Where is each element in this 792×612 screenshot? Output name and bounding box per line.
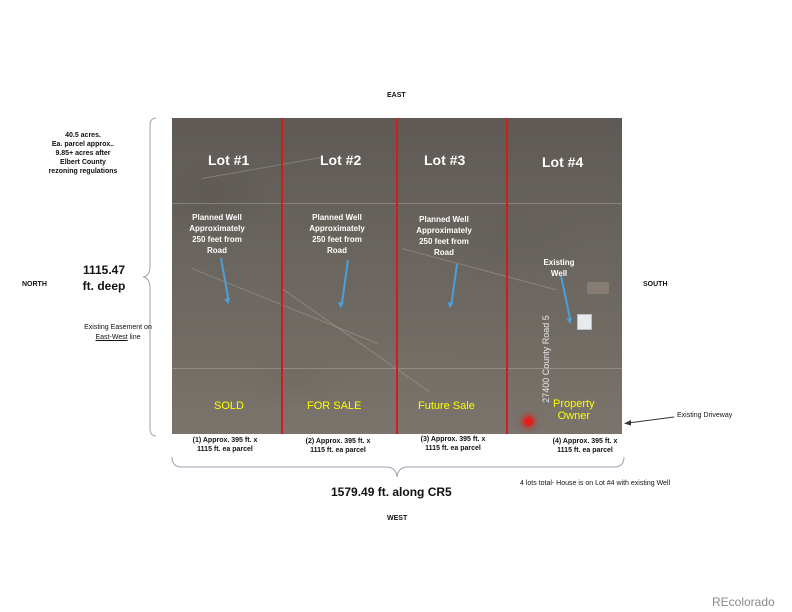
well-arrow-icon — [341, 260, 349, 304]
caption-line: (2) Approx. 395 ft. x — [305, 438, 371, 445]
acreage-note-line: Ea. parcel approx.. — [51, 141, 115, 148]
road-label: 27400 County Road 5 — [541, 315, 551, 403]
lot-3-status: Future Sale — [418, 400, 475, 412]
easement-line1: Existing Easement on — [84, 324, 152, 331]
lot-2-status: FOR SALE — [307, 400, 362, 412]
easement-direction: East-West — [95, 334, 128, 341]
owner-line: Owner — [557, 410, 590, 422]
well-text-line: Planned Well — [419, 215, 469, 224]
lots-note: 4 lots total- House is on Lot #4 with existing Well — [520, 480, 671, 487]
acreage-note-line: 9.85+ acres after — [55, 150, 111, 157]
caption-line: 1115 ft. ea parcel — [557, 447, 613, 454]
well-text-line: Planned Well — [192, 213, 242, 222]
well-text-line: 250 feet from — [419, 237, 469, 246]
lot-3-title: Lot #3 — [424, 152, 466, 168]
acreage-note-line: rezoning regulations — [48, 168, 118, 175]
well-text-line: Existing — [543, 258, 575, 267]
well-arrow-icon — [560, 276, 571, 319]
well-text-line: Road — [327, 246, 347, 255]
owner-line: Property — [553, 398, 595, 410]
dirt-track — [192, 268, 378, 344]
depth-unit: ft. deep — [82, 279, 126, 293]
well-text-line: Planned Well — [312, 213, 362, 222]
caption-line: 1115 ft. ea parcel — [425, 445, 481, 452]
lot-1-status: SOLD — [214, 400, 244, 412]
well-text-line: Well — [550, 269, 568, 278]
lot-boundary-line — [396, 118, 398, 434]
lot-boundary-line — [281, 118, 283, 434]
lot-4-caption — [540, 437, 630, 455]
well-text-line: Approximately — [309, 224, 365, 233]
well-text-line: Road — [434, 248, 454, 257]
lot-1-planned-well — [172, 212, 262, 256]
compass-east: EAST — [387, 92, 406, 99]
lot-3-caption — [408, 435, 498, 453]
outbuilding — [587, 282, 609, 294]
house-structure — [577, 314, 592, 330]
lot-4-title: Lot #4 — [542, 154, 584, 170]
compass-north: NORTH — [22, 281, 47, 288]
lot-boundary-line — [506, 118, 508, 434]
lot-2-caption — [293, 437, 383, 455]
compass-west: WEST — [387, 515, 408, 522]
well-arrow-icon — [450, 264, 457, 304]
lot-1-title: Lot #1 — [208, 152, 250, 168]
depth-value: 1115.47 — [82, 263, 126, 277]
property-owner-label — [553, 398, 595, 422]
lot-3-planned-well — [399, 214, 489, 258]
driveway-label: Existing Driveway — [677, 412, 733, 419]
driveway-arrow-icon — [622, 413, 676, 427]
frontage-label: 1579.49 ft. along CR5 — [331, 485, 452, 499]
well-text-line: 250 feet from — [192, 235, 242, 244]
caption-line: (3) Approx. 395 ft. x — [420, 436, 486, 443]
easement-line2 — [80, 333, 156, 343]
frontage-brace — [170, 455, 626, 481]
acreage-note — [30, 131, 136, 176]
well-text-line: 250 feet from — [312, 235, 362, 244]
caption-line: (4) Approx. 395 ft. x — [552, 438, 618, 445]
caption-line: 1115 ft. ea parcel — [197, 446, 253, 453]
depth-label — [64, 262, 144, 294]
easement-line-word: line — [127, 334, 141, 341]
acreage-note-line: Elbert County — [60, 159, 106, 166]
location-pin-icon — [524, 417, 533, 426]
well-text-line: Approximately — [189, 224, 245, 233]
well-text-line: Road — [207, 246, 227, 255]
caption-line: 1115 ft. ea parcel — [310, 447, 366, 454]
compass-south: SOUTH — [643, 281, 668, 288]
well-arrow-icon — [220, 258, 229, 300]
easement-note — [80, 323, 156, 343]
acreage-note-line: 40.5 acres. — [65, 132, 101, 139]
aerial-map — [172, 118, 622, 434]
well-text-line: Approximately — [416, 226, 472, 235]
lot-2-title: Lot #2 — [320, 152, 362, 168]
lot-1-caption — [180, 436, 270, 454]
caption-line: (1) Approx. 395 ft. x — [192, 437, 258, 444]
dirt-track — [281, 288, 429, 392]
watermark: REcolorado — [712, 595, 775, 609]
depth-brace — [140, 116, 160, 438]
lot-2-planned-well — [292, 212, 382, 256]
